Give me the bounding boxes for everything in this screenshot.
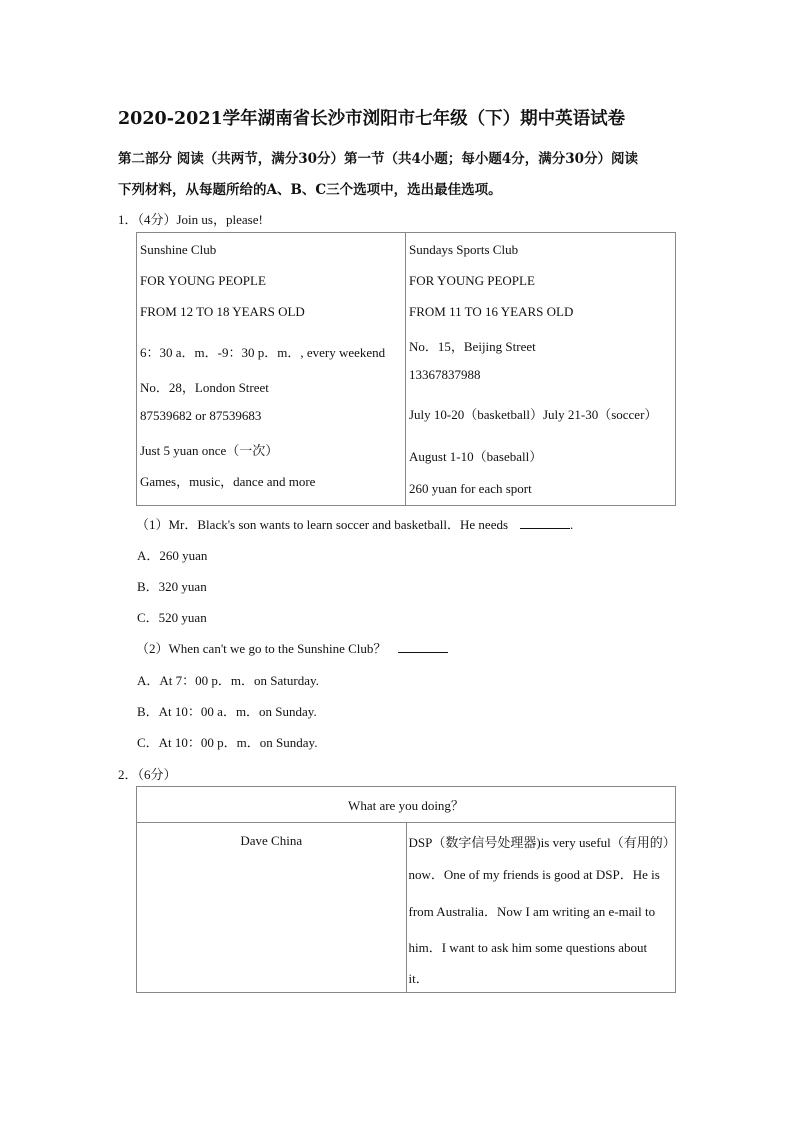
question-2-header: 2．（6分） (118, 767, 177, 782)
sunshine-line: Sunshine Club (140, 242, 217, 257)
section-intro-line-2: 下列材料，从每题所给的A、B、C三个选项中，选出最佳选项。 (118, 182, 502, 198)
sundays-line: Sundays Sports Club (409, 242, 519, 257)
sunshine-line: Games，music，dance and more (140, 474, 316, 489)
description-line: it． (408, 971, 429, 986)
name-cell (137, 823, 407, 993)
description-line: him．I want to ask him some questions about (408, 940, 648, 955)
person-name: Dave China (240, 833, 303, 848)
sunshine-line: FOR YOUNG PEOPLE (140, 273, 266, 288)
option-c: C．At 10：00 p．m．on Sunday. (137, 735, 318, 750)
sundays-line: August 1-10（baseball） (409, 449, 543, 464)
description-cell (406, 823, 676, 993)
answer-blank (520, 516, 570, 529)
option-b: B．320 yuan (137, 579, 207, 594)
sunshine-line: No．28，London Street (140, 380, 269, 395)
question-1-sub-2 (136, 638, 448, 657)
question-1-header: 1．（4分）Join us，please! (118, 212, 263, 227)
activity-table (136, 786, 676, 993)
question-1-sub-1 (136, 514, 573, 533)
sundays-line: 13367837988 (409, 367, 481, 382)
table-header-cell (137, 787, 676, 823)
option-a: A．At 7：00 p．m．on Saturday. (137, 673, 319, 688)
option-a: A．260 yuan (137, 548, 208, 563)
sundays-line: No．15，Beijing Street (409, 339, 536, 354)
answer-blank (398, 640, 448, 653)
sundays-line: July 10-20（basketball）July 21-30（soccer） (409, 407, 658, 422)
table-header: What are you doing？ (348, 798, 464, 813)
sundays-line: FOR YOUNG PEOPLE (409, 273, 535, 288)
sundays-sports-club-cell (406, 233, 676, 506)
sunshine-line: Just 5 yuan once（一次） (140, 443, 279, 458)
sundays-line: 260 yuan for each sport (409, 481, 532, 496)
question-1-sub-2-text: （2）When can't we go to the Sunshine Club？ (136, 641, 387, 656)
sunshine-club-cell (137, 233, 406, 506)
period: . (570, 517, 574, 532)
page-title: 2020-2021学年湖南省长沙市浏阳市七年级（下）期中英语试卷 (118, 109, 626, 129)
description-line: from Australia．Now I am writing an e-mail to (408, 904, 656, 919)
sundays-line: FROM 11 TO 16 YEARS OLD (409, 304, 574, 319)
section-intro-line-1: 第二部分 阅读（共两节，满分30分）第一节（共4小题；每小题4分，满分30分）阅读 (118, 151, 639, 167)
sunshine-line: FROM 12 TO 18 YEARS OLD (140, 304, 305, 319)
question-1-sub-1-text: （1）Mr．Black's son wants to learn soccer and basketball．He needs (136, 517, 509, 532)
option-c: C．520 yuan (137, 610, 207, 625)
clubs-table (136, 232, 676, 506)
description-line: DSP（数字信号处理器)is very useful（有用的） (408, 835, 676, 850)
sunshine-line: 87539682 or 87539683 (140, 408, 262, 423)
description-line: now．One of my friends is good at DSP．He is (408, 867, 660, 882)
sunshine-line: 6：30 a．m．-9：30 p．m．, every weekend (140, 345, 386, 360)
option-b: B．At 10：00 a．m．on Sunday. (137, 704, 317, 719)
